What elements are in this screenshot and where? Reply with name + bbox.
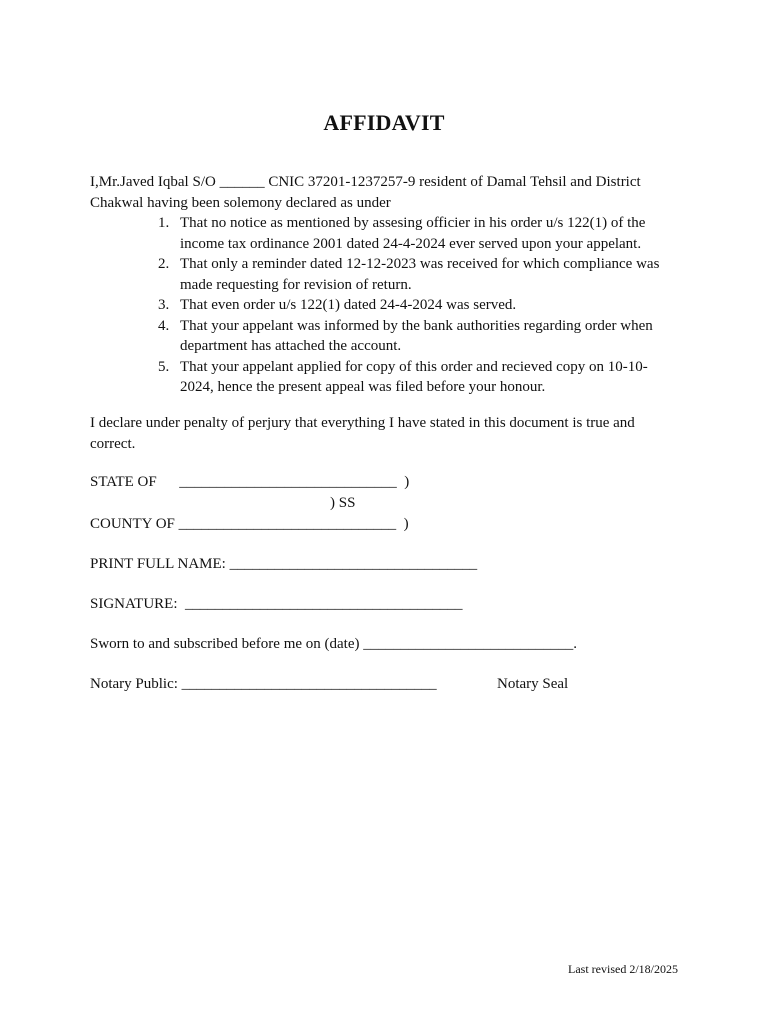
intro-paragraph xyxy=(90,172,670,213)
print-full-name-field[interactable]: PRINT FULL NAME: _________________________________ xyxy=(90,556,478,572)
list-item-number: 4. xyxy=(158,317,170,334)
last-revised-footer: Last revised 2/18/2025 xyxy=(568,962,678,976)
list-item xyxy=(158,254,678,295)
list-item-text: That no notice as mentioned by assesing officier in his order u/s 122(1) of the xyxy=(180,215,646,231)
list-item-text: That only a reminder dated 12-12-2023 was received for which compliance was xyxy=(180,256,660,272)
declaration-line: I declare under penalty of perjury that everything I have stated in this document is true and xyxy=(90,415,635,431)
document-title: AFFIDAVIT xyxy=(323,110,445,135)
intro-line: I,Mr.Javed Iqbal S/O ______ CNIC 37201-1237257-9 resident of Damal Tehsil and District xyxy=(90,174,641,190)
notary-public-field[interactable]: Notary Public: __________________________________ xyxy=(90,676,437,692)
ss-marker: ) SS xyxy=(90,495,356,511)
list-item xyxy=(158,316,678,357)
notary-seal-label: Notary Seal xyxy=(497,676,569,692)
list-item-text: That your appelant applied for copy of this order and recieved copy on 10-10- xyxy=(180,358,648,375)
list-item-number: 2. xyxy=(158,256,170,272)
signature-field[interactable]: SIGNATURE: _____________________________________ xyxy=(90,596,463,612)
list-item xyxy=(158,213,678,254)
perjury-declaration xyxy=(90,413,670,454)
list-item-text: That your appelant was informed by the bank authorities regarding order when xyxy=(180,317,653,334)
list-item-number: 1. xyxy=(158,215,170,231)
county-of-field[interactable]: COUNTY OF _____________________________ ) xyxy=(90,516,409,532)
list-item-text: That even order u/s 122(1) dated 24-4-2024 was served. xyxy=(180,297,517,313)
declaration-line: correct. xyxy=(90,435,136,452)
list-item-text: 2024, hence the present appeal was filed before your honour. xyxy=(180,379,546,395)
sworn-date-field[interactable]: Sworn to and subscribed before me on (date) ____________________________. xyxy=(90,636,578,652)
list-item xyxy=(158,295,678,316)
list-item-number: 5. xyxy=(158,358,170,375)
list-item-number: 3. xyxy=(158,297,170,313)
intro-line: Chakwal having been solemony declared as under xyxy=(90,194,391,211)
list-item-text: income tax ordinance 2001 dated 24-4-2024 ever served upon your appelant. xyxy=(180,235,642,252)
state-of-field[interactable]: STATE OF _____________________________ ) xyxy=(90,474,410,490)
list-item-text: made requesting for revision of return. xyxy=(180,276,412,293)
list-item xyxy=(158,357,678,398)
list-item-text: department has attached the account. xyxy=(180,338,402,354)
declaration-list xyxy=(158,213,678,398)
